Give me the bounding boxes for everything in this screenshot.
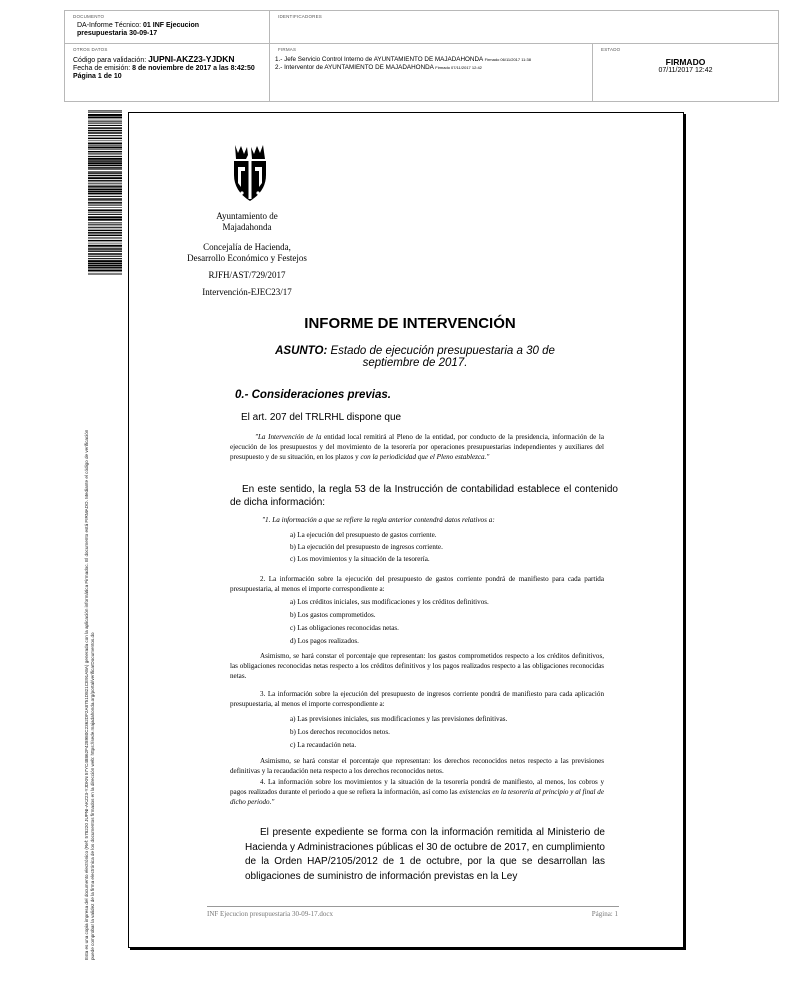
identifiers-cell	[270, 11, 778, 44]
document-name: DA-Informe Técnico: 01 INF Ejecucion presupuestaria 30-09-17	[77, 22, 200, 37]
other-data-caption: OTROS DATOS	[73, 47, 108, 52]
list-item: a) La ejecución del presupuesto de gastos corriente.	[290, 531, 437, 539]
barcode-image	[88, 110, 122, 275]
regulation-paragraph: En este sentido, la regla 53 de la Instrucción de contabilidad establece el contenido de dicha información:	[230, 484, 618, 508]
status-badge: FIRMADO	[665, 57, 706, 67]
validation-code: Código para validación: JUPNI-AKZ23-YJDKN	[73, 54, 235, 64]
list-item: d) Los pagos realizados.	[290, 637, 359, 645]
document-page-frame	[128, 112, 684, 948]
other-data-cell	[65, 44, 270, 101]
regulation-quote: "1. La información a que se refiere la regla anterior contendrá datos relativos a:	[262, 516, 495, 524]
list-item: b) La ejecución del presupuesto de ingresos corriente.	[290, 543, 443, 551]
section-heading: 0.- Consideraciones previas.	[235, 389, 391, 401]
list-item: c) Los movimientos y la situación de la tesorería.	[290, 555, 430, 563]
list-item: a) Los créditos iniciales, sus modificaciones y los créditos definitivos.	[290, 598, 489, 606]
signature-header-table	[64, 10, 779, 102]
reference-1: RJFH/AST/729/2017	[208, 270, 286, 280]
income-percentage-paragraph: Asimismo, se hará constar el porcentaje que representan: los derechos reconocidos netos respecto a las previsiones definitivas y la recaudación neta respecto a los derechos reconocidos netos.	[230, 757, 604, 776]
page-info: Página 1 de 10	[73, 73, 122, 81]
signature-2: 2.- Interventor de AYUNTAMIENTO DE MAJADAHONDA Firmado 07/11/2017 12:42	[275, 63, 482, 71]
document-cell	[65, 11, 270, 44]
treasury-paragraph: 4. La información sobre los movimientos y la situación de la tesorería pondrá de manifiesto, al menos, los cobros y pagos realizados durante el periodo a que se refiera la información, así como las existencias en la tesorería al principio y al final de dicho periodo."	[230, 778, 605, 807]
org-name-1: Ayuntamiento de	[216, 211, 278, 221]
list-item: c) Las obligaciones reconocidas netas.	[290, 624, 399, 632]
list-item: b) Los derechos reconocidos netos.	[290, 728, 390, 736]
document-caption: DOCUMENTO	[73, 14, 105, 19]
status-date: 07/11/2017 12:42	[658, 67, 713, 74]
majadahonda-crest-icon	[232, 143, 268, 203]
status-caption: ESTADO	[601, 47, 621, 52]
footer-filename: INF Ejecucion presupuestaria 30-09-17.docx	[207, 910, 333, 918]
list-item: b) Los gastos comprometidos.	[290, 611, 376, 619]
expenses-paragraph: 2. La información sobre la ejecución del presupuesto de gastos corriente pondrá de manifiesto para cada partida presupuestaria, al menos el importe correspondiente a:	[230, 575, 604, 594]
verification-line-1: Esta es una copia impresa del documento electrónico (Ref: 578220 JUPNI-AKZ23-YJDKN 57YC48862F428980C2362DF2A8751D821CE91A8A) generada con la aplicación informática Firmadoc. El documento está FIRMADO. Mediante el código de verificación	[84, 429, 89, 960]
vertical-verification-text	[83, 260, 103, 960]
verification-line-2: puede comprobar la validez de la firma electrónica de los documentos firmados en la dirección web: https://sede.majadahonda.org/portal/verificarDocumentos.do	[90, 632, 95, 960]
department-2: Desarrollo Económico y Festejos	[187, 253, 307, 263]
list-item: c) La recaudación neta.	[290, 741, 357, 749]
intro-paragraph: El art. 207 del TRLRHL dispone que	[241, 412, 402, 423]
emission-date: Fecha de emisión: 8 de noviembre de 2017 a las 8:42:50	[73, 65, 255, 73]
report-subject: ASUNTO: Estado de ejecución presupuestaria a 30 de septiembre de 2017.	[275, 345, 555, 369]
list-item: a) Las previsiones iniciales, sus modificaciones y las previsiones definitivas.	[290, 715, 508, 723]
legal-quote: "La Intervención de la entidad local remitirá al Pleno de la entidad, por conducto de la presidencia, información de la ejecución de los presupuestos y del movimiento de la tesorería por operaciones presupuestarias independientes y auxiliares del presupuesto y de su situación, en los plazos y con la periodicidad que el Pleno establezca."	[230, 433, 604, 461]
validation-code-value[interactable]: JUPNI-AKZ23-YJDKN	[148, 54, 235, 64]
identifiers-caption: IDENTIFICADORES	[278, 14, 323, 19]
signatures-cell	[270, 44, 593, 101]
signatures-caption: FIRMAS	[278, 47, 297, 52]
department-1: Concejalía de Hacienda,	[203, 242, 291, 252]
expenses-percentage-paragraph: Asimismo, se hará constar el porcentaje que representan: los gastos comprometidos respecto a los créditos definitivos, las obligaciones reconocidas netas respecto a los créditos definitivos y los pagos realizados respecto a las obligaciones reconocidas netas.	[230, 652, 604, 681]
footer-page-number: Página: 1	[591, 910, 618, 918]
reference-2: Intervención-EJEC23/17	[202, 287, 292, 297]
report-title: INFORME DE INTERVENCIÓN	[304, 315, 516, 332]
closing-paragraph: El presente expediente se forma con la información remitida al Ministerio de Hacienda y Administraciones públicas el 30 de octubre de 2017, en cumplimiento de la Orden HAP/2105/2012 de 1 de octubre, por la que se desarrollan las obligaciones de suministro de información previstas en la Ley	[245, 827, 605, 882]
org-name-2: Majadahonda	[222, 222, 272, 232]
income-paragraph: 3. La información sobre la ejecución del presupuesto de ingresos corriente pondrá de manifiesto para cada aplicación presupuestaria, al menos el importe correspondiente a:	[230, 690, 604, 709]
signature-1: 1.- Jefe Servicio Control Interno de AYUNTAMIENTO DE MAJADAHONDA Firmado 06/11/2017 11:38	[275, 56, 531, 63]
status-cell	[593, 44, 778, 101]
footer-divider	[207, 906, 619, 907]
